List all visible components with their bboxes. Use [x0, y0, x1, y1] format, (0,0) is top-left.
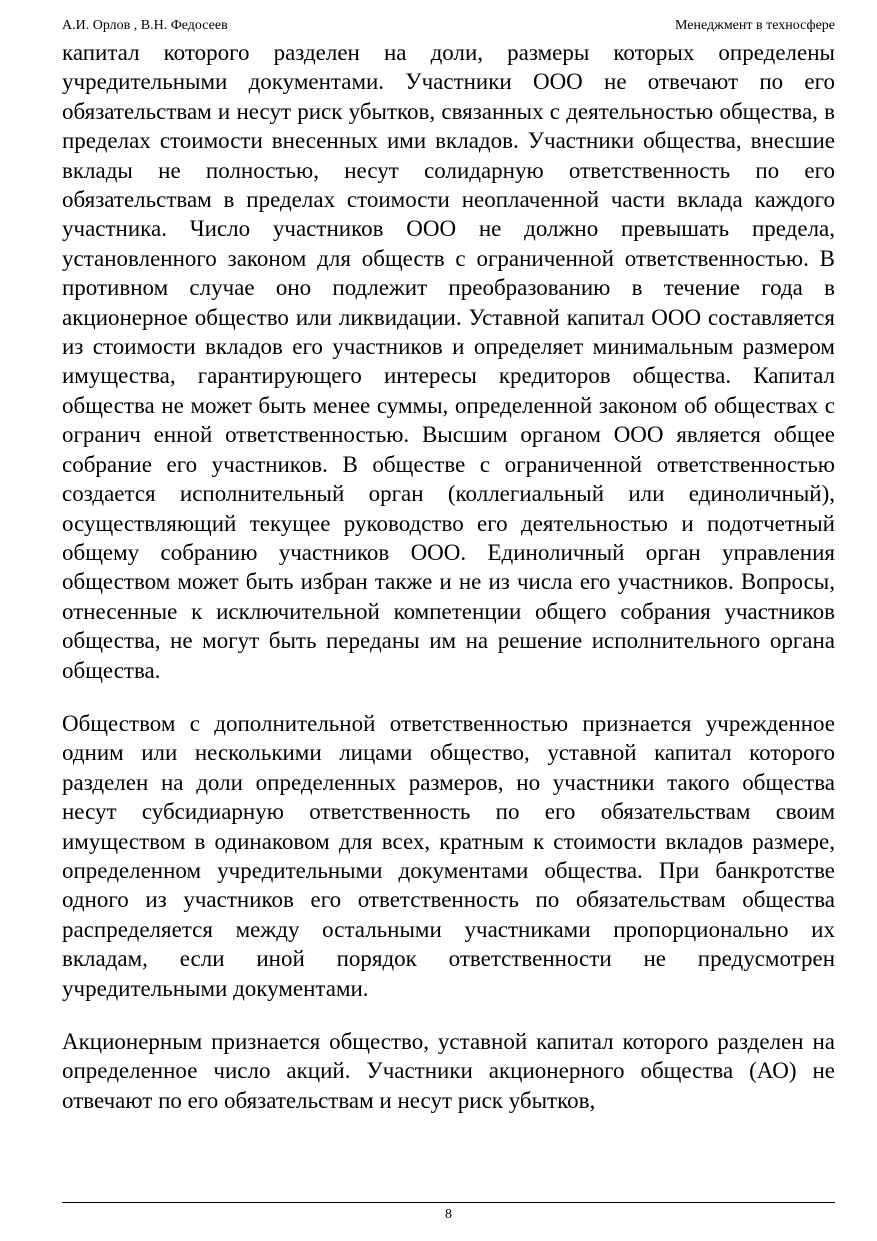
- paragraph-odo: Обществом с дополнительной ответственностью признается учрежденное одним или несколькими лицами общество, уставной капитал которого разделен на доли определенных размеров, но участники такого общества несут субсидиарную ответственность по его обязательствам своим имуществом в одинаковом для всех, кратным к стоимости вкладов размере, определенном учредительными документами общества. При банкротстве одного из участников его ответственность по обязательствам общества распределяется между остальными участниками пропорционально их вкладам, если иной порядок ответственности не предусмотрен учредительными документами.: [62, 710, 835, 1001]
- header-authors: А.И. Орлов , В.Н. Федосеев: [62, 18, 228, 33]
- paragraph-ooo-continued: капитал которого разделен на доли, размеры которых определены учредительными документами. Участники ООО не отвечают по его обязательствам и несут риск убытков, связанных с деятельностью общества, в пределах стоимости внесенных ими вкладов. Участники общества, внесшие вклады не полностью, несут солидарную ответственность по его обязательствам в пределах стоимости неоплаченной части вклада каждого участника. Число участников ООО не должно превышать предела, установленного законом для обществ с ограниченной ответственностью. В противном случае оно подлежит преобразованию в течение года в акционерное общество или ликвидации. Уставной капитал ООО составляется из стоимости вкладов его участников и определяет минимальным размером имущества, гарантирующего интересы кредиторов общества. Капитал общества не может быть менее суммы, определенной законом об обществах с огранич енной ответственностью. Высшим органом ООО является общее собрание его участников. В обществе с ограниченной ответственностью создается исполнительный орган (коллегиальный или единоличный), осуществляющий текущее руководство его деятельностью и подотчетный общему собранию участников ООО. Единоличный орган управления обществом может быть избран также и не из числа его участников. Вопросы, отнесенные к исключительной компетенции общего собрания участников общества, не могут быть переданы им на решение исполнительного органа общества.: [62, 40, 835, 683]
- running-header: [62, 16, 835, 36]
- body-text: [62, 38, 835, 1115]
- header-book-title: Менеджмент в техносфере: [675, 18, 835, 33]
- paragraph-ao: Акционерным признается общество, уставной капитал которого разделен на определенное число акций. Участники акционерного общества (АО) не отвечают по его обязательствам и несут риск убытков,: [62, 1029, 835, 1113]
- footer-divider: [62, 1202, 835, 1203]
- page-number: 8: [445, 1207, 452, 1222]
